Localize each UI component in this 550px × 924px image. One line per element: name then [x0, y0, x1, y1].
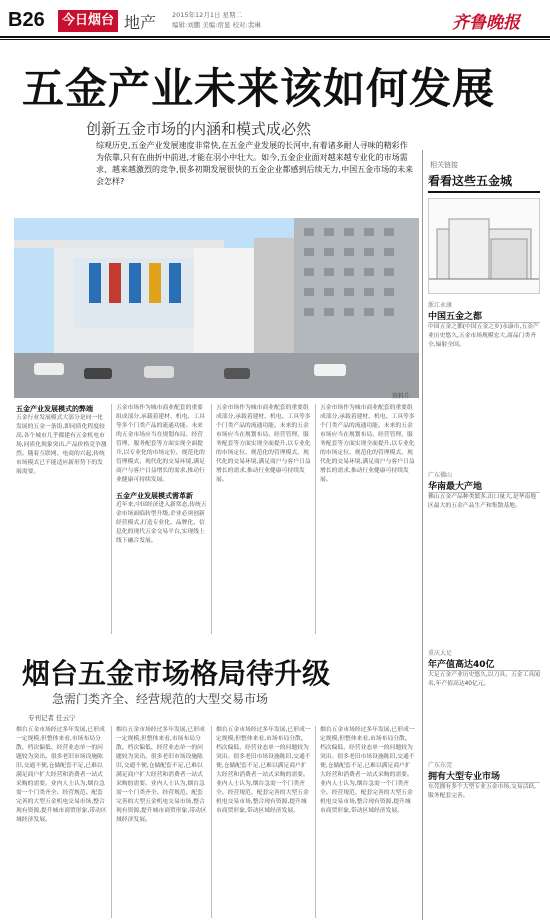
sidebar-rule	[428, 191, 540, 193]
main-subheadline: 创新五金市场的内涵和模式成必然	[86, 120, 312, 138]
sidebar-label: 相关链接	[430, 161, 458, 169]
column-divider	[211, 726, 212, 918]
section-name: 地产	[124, 13, 157, 32]
photo-credit: 资料片	[392, 393, 411, 400]
article2-column-3	[216, 726, 312, 916]
section-text: 近年来,中国经济进入新常态,传统五金市场面临转型升级,企业必须创新经营模式,打造专业化、品牌化、信息化的现代五金交易平台,实现线上线下融合发展。	[116, 502, 207, 544]
item-text: 佛山五金产品种类繁多,出口量大,是华南地区最大的五金产品生产和集散基地。	[428, 494, 537, 509]
hardware-city-photo	[428, 198, 540, 294]
column-divider	[111, 726, 112, 918]
body-column-4	[320, 404, 416, 624]
item-source: 广东佛山	[428, 472, 453, 479]
lead-paragraph: 综观历史,五金产业发展速度非常快,在五金产业发展的长河中,有着诸多耐人寻味的精彩作为依靠,只有在曲折中前进,才能在羽小中壮大。如今,五金企业面对越来越专业化的市场需求、越来越激烈的竞争,很多初期发展很快的五金企业都感到后续无力,中国五金市场的未来会怎样?	[96, 141, 414, 186]
section-heading: 五金产业发展模式的弊端	[16, 405, 93, 413]
column-divider	[211, 404, 212, 634]
column-divider	[111, 404, 112, 634]
date-line: 2015年12月1日 星期二	[172, 11, 243, 19]
article2-column-4	[320, 726, 416, 916]
newspaper-logo: 齐鲁晚报	[452, 13, 520, 33]
body-text: 烟台五金市场经过多年发展,已形成一定规模,但整体来看,市场布局分散、档次偏低、经营业态单一的问题较为突出。很多老旧市场设施陈旧,交通不便,仓储配套不足,已难以满足商户扩大经营和消费者一站式采购的需要。业内人士认为,烟台急需一个门类齐全、经营规范、配套完善的大型五金机电交易市场,整合现有资源,提升城市商贸形象,带动区域经济发展。	[216, 727, 311, 814]
body-text: 五金市场作为城市商业配套的重要组成部分,承载着建材、机电、工具等多个门类产品的流通功能。未来的五金市场应当在规划布局、经营管理、服务配套等方面实现全面提升,以专业化的市场定位、规范化的管理模式、现代化的交易环境,满足商户与客户日益增长的需求,推动行业健康可持续发展。	[216, 405, 311, 483]
second-headline: 烟台五金市场格局待升级	[22, 657, 331, 690]
editor-line: 编辑:刘鹏 美编:宿显 校对:裴琳	[172, 21, 261, 29]
byline: 专刊记者 任云宁	[28, 714, 76, 722]
body-text: 烟台五金市场经过多年发展,已形成一定规模,但整体来看,市场布局分散、档次偏低、经营业态单一的问题较为突出。很多老旧市场设施陈旧,交通不便,仓储配套不足,已难以满足商户扩大经营和消费者一站式采购的需要。业内人士认为,烟台急需一个门类齐全、经营规范、配套完善的大型五金机电交易市场,整合现有资源,提升城市商贸形象,带动区域经济发展。	[320, 727, 415, 814]
header-rule-thin	[0, 39, 550, 40]
item-title: 华南最大产地	[428, 482, 483, 492]
item-text: 中国五金之都(中国五金之乡)永康市,五金产业历史悠久,五金市场规模宏大,商品门类齐全,辐射全国。	[428, 324, 539, 348]
body-text: 烟台五金市场经过多年发展,已形成一定规模,但整体来看,市场布局分散、档次偏低、经营业态单一的问题较为突出。很多老旧市场设施陈旧,交通不便,仓储配套不足,已难以满足商户扩大经营和消费者一站式采购的需要。业内人士认为,烟台急需一个门类齐全、经营规范、配套完善的大型五金机电交易市场,整合现有资源,提升城市商贸形象,带动区域经济发展。	[116, 727, 207, 823]
sidebar-item	[428, 648, 540, 748]
sidebar-title: 看看这些五金城	[428, 174, 513, 188]
item-title: 中国五金之都	[428, 312, 483, 322]
item-title: 拥有大型专业市场	[428, 772, 501, 782]
column-divider	[315, 404, 316, 634]
section-heading: 五金产业发展模式需革新	[116, 492, 193, 500]
second-subheadline: 急需门类齐全、经营规范的大型交易市场	[52, 692, 269, 706]
building-sketch	[429, 199, 539, 293]
item-title: 年产值高达40亿	[428, 660, 495, 670]
sidebar-item	[428, 470, 540, 640]
body-column-3	[216, 404, 312, 624]
column-divider	[315, 726, 316, 918]
issue-meta	[172, 10, 261, 30]
body-column-2	[116, 404, 208, 624]
body-text: 烟台五金市场经过多年发展,已形成一定规模,但整体来看,市场布局分散、档次偏低、经营业态单一的问题较为突出。很多老旧市场设施陈旧,交通不便,仓储配套不足,已难以满足商户扩大经营和消费者一站式采购的需要。业内人士认为,烟台急需一个门类齐全、经营规范、配套完善的大型五金机电交易市场,整合现有资源,提升城市商贸形象,带动区域经济发展。	[16, 727, 107, 823]
sidebar-divider	[422, 150, 423, 920]
body-text: 五金市场作为城市商业配套的重要组成部分,承载着建材、机电、工具等多个门类产品的流通功能。未来的五金市场应当在规划布局、经营管理、服务配套等方面实现全面提升,以专业化的市场定位、规范化的管理模式、现代化的交易环境,满足商户与客户日益增长的需求,推动行业健康可持续发展。	[320, 405, 415, 483]
body-column-1	[16, 404, 108, 624]
page-number: B26	[8, 9, 45, 31]
item-source: 浙江永康	[428, 302, 453, 309]
sidebar-item	[428, 300, 540, 418]
market-building-photo	[14, 218, 419, 398]
item-text: 东莞拥有多个大型专业五金市场,交易活跃,服务配套完善。	[428, 784, 537, 799]
item-source: 广东东莞	[428, 762, 453, 769]
section-tag: 今日烟台	[58, 10, 118, 32]
item-source: 重庆大足	[428, 650, 453, 657]
item-text: 大足五金产业历史悠久,以刀具、五金工具闻名,年产值高达40亿元。	[428, 672, 540, 687]
body-text: 五金市场作为城市商业配套的重要组成部分,承载着建材、机电、工具等多个门类产品的流通功能。未来的五金市场应当在规划布局、经营管理、服务配套等方面实现全面提升,以专业化的市场定位、规范化的管理模式、现代化的交易环境,满足商户与客户日益增长的需求,推动行业健康可持续发展。	[116, 405, 205, 483]
building-illustration	[14, 218, 419, 398]
article2-column-2	[116, 726, 208, 916]
main-headline: 五金产业未来该如何发展	[22, 64, 496, 113]
article2-column-1	[16, 726, 108, 916]
section-text: 五金行业发展模式大部分是同一化发展的五金一条街,即同质化程度较高,各个城市几乎都建有五金机电市场,同质化现象突出,产品价格竞争激烈。随着互联网、电商的兴起,传统市场模式已不能适应新形势下的发展需要。	[16, 415, 107, 475]
sidebar-item	[428, 760, 540, 916]
header-rule	[0, 36, 550, 38]
